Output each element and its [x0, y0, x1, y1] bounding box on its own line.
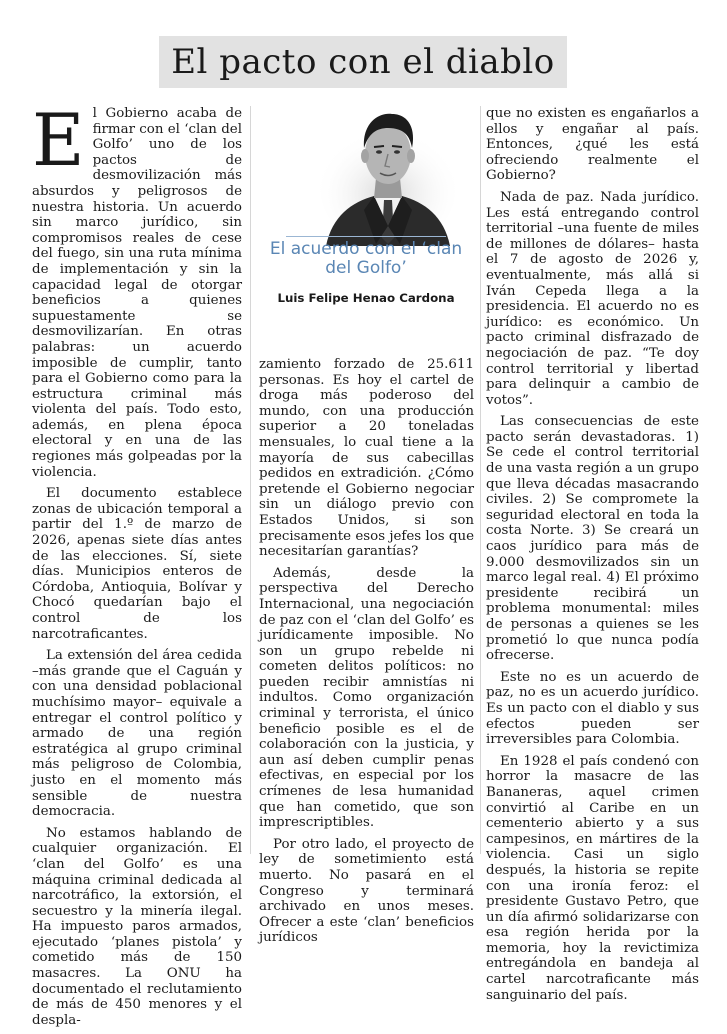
column-divider: [250, 106, 251, 854]
article-paragraph: No estamos hablando de cualquier organización. El ‘clan del Golfo’ es una máquina criminal dedicada al narcotráfico, la extorsión, el secuestro y la minería ilegal. Ha impuesto paros armados, ejecutado ‘planes pistola’ y cometido más de 150 masacres. La ONU ha documentado el reclutamiento de más de 450 menores y el despla-: [32, 825, 242, 1028]
drop-cap: E: [32, 98, 85, 182]
headline-banner: [159, 36, 567, 88]
article-deck: El acuerdo con el ‘clan del Golfo’: [269, 239, 463, 278]
article-paragraph: Además, desde la perspectiva del Derecho Internacional, una negociación de paz con el ‘clan del Golfo’ es jurídicamente imposible. No son un grupo rebelde ni cometen delitos políticos: no pueden recibir amnistías ni indultos. Como organización criminal y terrorista, el único beneficio posible es el de colaboración con la justicia, y aun así deben cumplir penas efectivas, en especial por los crímenes de lesa humanidad que han cometido, que son imprescriptibles.: [259, 565, 474, 831]
article-paragraph: [32, 98, 242, 480]
article-paragraph: En 1928 el país condenó con horror la masacre de las Bananeras, aquel crimen convirtió al Caribe en un cementerio abierto y a sus campesinos, en mártires de la violencia. Casi un siglo después, la historia se repite con una ironía feroz: el presidente Gustavo Petro, que un día afirmó solidarizarse con esa región herida por la memoria, hoy la revictimiza entregándola en bandeja al cartel narcotraficante más sanguinario del país.: [486, 753, 699, 1003]
article-paragraph: La extensión del área cedida –más grande que el Caguán y con una densidad poblacional muchísimo mayor– equivale a entregar el control político y armado de una región estratégica al grupo criminal más peligroso de Colombia, justo en el momento más sensible de nuestra democracia.: [32, 648, 242, 820]
column-divider: [480, 106, 481, 854]
deck-divider: [286, 236, 446, 237]
article-column-2: [259, 357, 474, 952]
article-paragraph: El documento establece zonas de ubicación temporal a partir del 1.º de marzo de 2026, apenas siete días antes de las elecciones. Sí, siete días. Municipios enteros de Córdoba, Antioquia, Bolívar y Chocó quedarían bajo el control de los narcotraficantes.: [32, 486, 242, 642]
article-paragraph: Las consecuencias de este pacto serán devastadoras. 1) Se cede el control territorial de una vasta región a un grupo que lleva décadas masacrando civiles. 2) Se compromete la seguridad electoral en toda la costa Norte. 3) Se creará un caos jurídico para más de 9.000 desmovilizados sin un marco legal real. 4) El próximo presidente recibirá un problema monumental: miles de personas a quienes se les prometió lo que nunca podía ofrecerse.: [486, 414, 699, 664]
article-paragraph: Este no es un acuerdo de paz, no es un acuerdo jurídico. Es un pacto con el diablo y sus efectos pueden ser irreversibles para Colombia.: [486, 669, 699, 748]
article-paragraph-text: l Gobierno acaba de firmar con el ‘clan del Golfo’ uno de los pactos de desmovilización más absurdos y peligrosos de nuestra historia. Un acuerdo sin marco jurídico, sin compromisos reales de cese del fuego, sin una ruta mínima de implementación y sin la capacidad legal de otorgar beneficios a quienes supuestamente se desmovilizarían. En otras palabras: un acuerdo imposible de cumplir, tanto para el Gobierno como para la estructura criminal más violenta del país. Todo esto, además, en plena época electoral y en una de las regiones más golpeadas por la violencia.: [32, 106, 242, 480]
article-column-3: [486, 106, 699, 1009]
article-paragraph: zamiento forzado de 25.611 personas. Es hoy el cartel de droga más poderoso del mundo, con una producción superior a 20 toneladas mensuales, lo cual tiene a la mayoría de sus cabecillas pedidos en extradición. ¿Cómo pretende el Gobierno negociar sin un diálogo previo con Estados Unidos, si son precisamente esos jefes los que necesitarían garantías?: [259, 357, 475, 560]
author-portrait-icon: [318, 98, 458, 246]
author-byline: Luis Felipe Henao Cardona: [277, 291, 455, 305]
article-paragraph: Nada de paz. Nada jurídico. Les está entregando control territorial –una fuente de miles de millones de dólares– hasta el 7 de agosto de 2026 y, eventualmente, más allá si Iván Cepeda llega a la presidencia. El acuerdo no es jurídico: es económico. Un pacto criminal disfrazado de negociación de paz. “Te doy control territorial y libertad para delinquir a cambio de votos”.: [486, 189, 699, 408]
article-paragraph: que no existen es engañarlos a ellos y engañar al país. Entonces, ¿qué les está ofreciendo realmente el Gobierno?: [486, 106, 699, 184]
article-column-1: [32, 98, 242, 1034]
page-title: El pacto con el diablo: [171, 42, 555, 82]
article-paragraph: Por otro lado, el proyecto de ley de sometimiento está muerto. No pasará en el Congreso y terminará archivado en unos meses. Ofrecer a este ‘clan’ beneficios jurídicos: [259, 836, 474, 946]
